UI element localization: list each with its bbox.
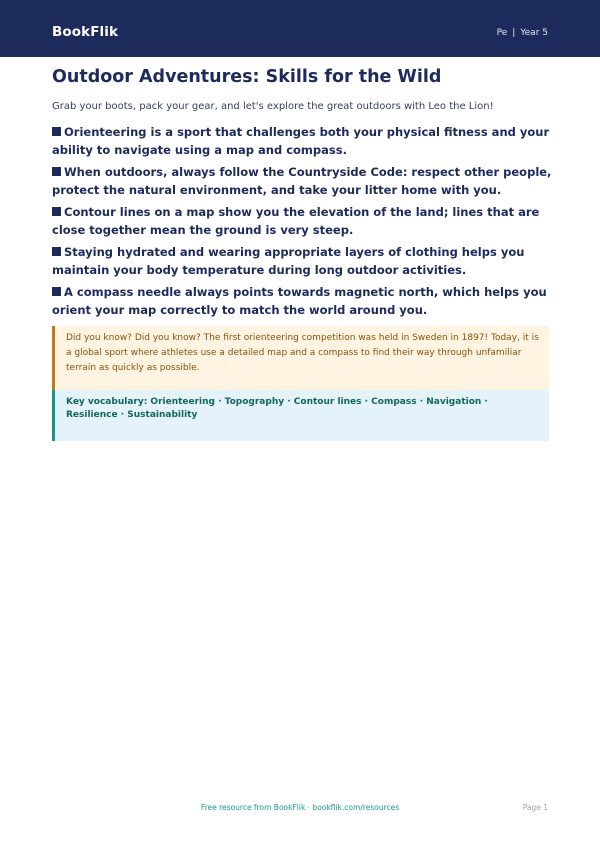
key-point (52, 163, 552, 199)
meta-separator: | (512, 28, 516, 38)
key-point (52, 203, 552, 239)
did-you-know-box (52, 326, 549, 390)
key-point-text: Orienteering is a sport that challenges both your physical fitness and your ability to navigate using a map and compass. (52, 125, 550, 157)
page-title: Outdoor Adventures: Skills for the Wild (52, 67, 442, 87)
header-meta (497, 28, 548, 39)
key-point-text: Contour lines on a map show you the elevation of the land; lines that are close together mean the ground is very steep. (52, 205, 540, 237)
square-bullet-icon (52, 167, 61, 176)
key-point-text: When outdoors, always follow the Countryside Code: respect other people, protect the natural environment, and take your litter home with you. (52, 165, 552, 197)
square-bullet-icon (52, 287, 61, 296)
did-you-know-text: Did you know? Did you know? The first orienteering competition was held in Sweden in 1897! Today, it is a global sport where athletes use a detailed map and a compass to find their way through unfamiliar terrain as quickly as possible. (66, 333, 539, 373)
page-number: Page 1 (522, 803, 548, 812)
square-bullet-icon (52, 247, 61, 256)
key-vocabulary-text: Key vocabulary: Orienteering · Topography · Contour lines · Compass · Navigation · Resilience · Sustainability (66, 397, 488, 420)
footer-credit: Free resource from BookFlik · bookflik.com/resources (200, 803, 400, 812)
subject-label: Pe (496, 28, 508, 38)
key-point (52, 123, 552, 159)
brand-name: BookFlik (52, 24, 119, 40)
intro-text: Grab your boots, pack your gear, and let's explore the great outdoors with Leo the Lion! (52, 101, 494, 112)
key-point-text: A compass needle always points towards magnetic north, which helps you orient your map correctly to match the world around you. (52, 285, 547, 317)
square-bullet-icon (52, 127, 61, 136)
key-points-list (52, 123, 552, 323)
key-point-text: Staying hydrated and wearing appropriate layers of clothing helps you maintain your body temperature during long outdoor activities. (52, 245, 525, 277)
header-bar (0, 0, 600, 57)
year-label: Year 5 (520, 28, 548, 38)
key-point (52, 283, 552, 319)
square-bullet-icon (52, 207, 61, 216)
key-point (52, 243, 552, 279)
key-vocabulary-box (52, 390, 549, 441)
